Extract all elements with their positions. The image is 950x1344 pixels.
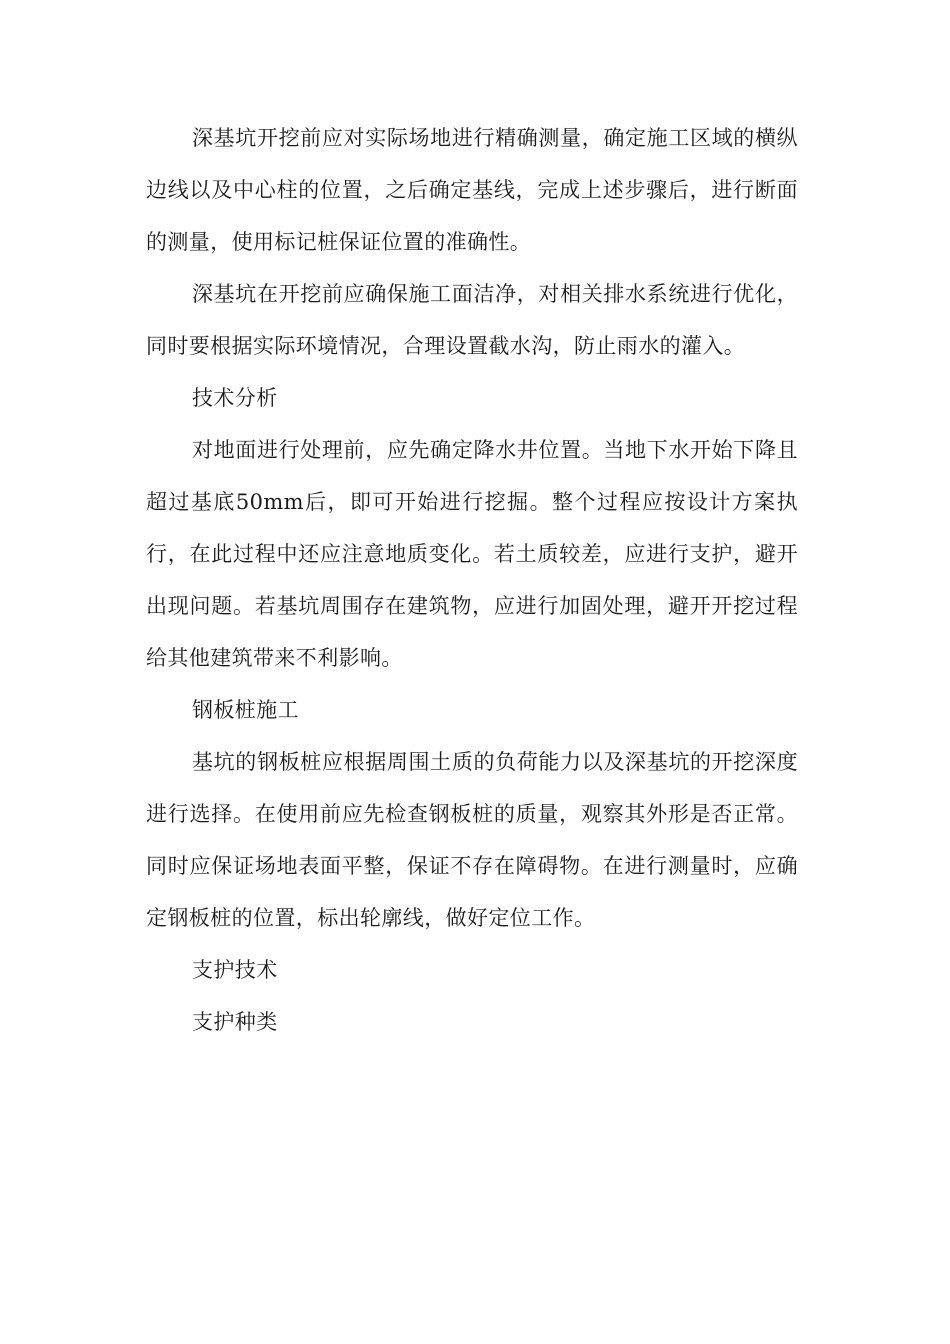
- paragraph-steel-sheet-pile: 基坑的钢板桩应根据周围土质的负荷能力以及深基坑的开挖深度进行选择。在使用前应先检查钢板桩的质量，观察其外形是否正常。同时应保证场地表面平整，保证不存在障碍物。在进行测量时，应确定钢板桩的位置，标出轮廓线，做好定位工作。: [146, 750, 798, 930]
- heading-steel-sheet-pile: 钢板桩施工: [192, 698, 299, 722]
- heading-support-technology: 支护技术: [192, 958, 278, 982]
- paragraph-excavation: 对地面进行处理前，应先确定降水井位置。当地下水开始下降且超过基底50mm后，即可开始进行挖掘。整个过程应按设计方案执行，在此过程中还应注意地质变化。若土质较差，应进行支护，避开出现问题。若基坑周围存在建筑物，应进行加固处理，避开开挖过程给其他建筑带来不利影响。: [146, 438, 798, 670]
- heading-support-types: 支护种类: [192, 1010, 278, 1034]
- document-body: [146, 112, 798, 1048]
- heading-technical-analysis: 技术分析: [192, 386, 278, 410]
- paragraph-survey: 深基坑开挖前应对实际场地进行精确测量，确定施工区域的横纵边线以及中心柱的位置，之后确定基线，完成上述步骤后，进行断面的测量，使用标记桩保证位置的准确性。: [146, 126, 798, 254]
- paragraph-drainage: 深基坑在开挖前应确保施工面洁净，对相关排水系统进行优化，同时要根据实际环境情况，合理设置截水沟，防止雨水的灌入。: [146, 282, 798, 358]
